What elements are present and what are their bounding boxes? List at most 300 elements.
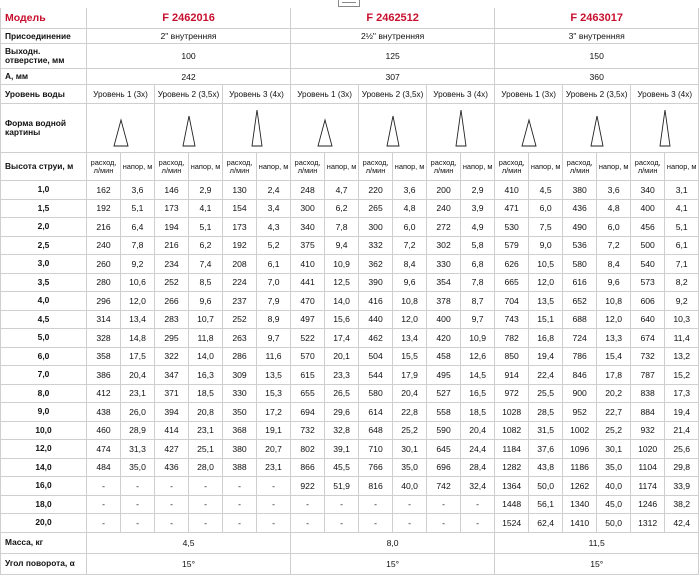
pressure-cell: 11,4	[665, 329, 699, 348]
water-shape-cell	[87, 104, 155, 153]
pressure-cell: 3,6	[121, 181, 155, 200]
table-row	[1, 329, 699, 348]
flow-cell: 922	[291, 477, 325, 496]
pressure-cell: -	[189, 477, 223, 496]
flow-cell: -	[223, 477, 257, 496]
pressure-cell: 9,6	[597, 273, 631, 292]
flow-cell: 386	[87, 366, 121, 385]
flow-cell: 240	[87, 236, 121, 255]
flow-cell: 375	[291, 236, 325, 255]
flow-cell: 280	[87, 273, 121, 292]
flow-cell: 743	[495, 310, 529, 329]
jet-height-cell: 7,0	[1, 366, 87, 385]
height-header-row	[1, 153, 699, 181]
water-cone-icon	[383, 108, 403, 148]
table-row	[1, 366, 699, 385]
pressure-cell: 17,5	[121, 347, 155, 366]
level-label: Уровень 3 (4x)	[631, 85, 699, 104]
pressure-cell: 19,1	[257, 421, 291, 440]
flow-cell: 332	[359, 236, 393, 255]
level-label: Уровень 2 (3,5x)	[563, 85, 631, 104]
water-cone-shape	[387, 116, 399, 146]
jet-height-cell: 3,5	[1, 273, 87, 292]
flow-cell: 640	[631, 310, 665, 329]
flow-cell: 1184	[495, 440, 529, 459]
flow-cell: 1524	[495, 514, 529, 533]
connection-label: Присоединение	[1, 29, 87, 44]
flow-cell: -	[223, 514, 257, 533]
level-label: Уровень 1 (3x)	[495, 85, 563, 104]
pressure-header: напор, м	[461, 153, 495, 181]
flow-header: расход, л/мин	[495, 153, 529, 181]
flow-cell: 146	[155, 181, 189, 200]
flow-cell: 846	[563, 366, 597, 385]
pressure-cell: 20,7	[257, 440, 291, 459]
jet-height-cell: 9,0	[1, 403, 87, 422]
flow-cell: 688	[563, 310, 597, 329]
flow-header: расход, л/мин	[87, 153, 121, 181]
pressure-cell: 15,6	[325, 310, 359, 329]
pressure-cell: 8,2	[665, 273, 699, 292]
water-cone-icon	[451, 108, 471, 148]
flow-cell: 802	[291, 440, 325, 459]
model-label: Модель	[1, 8, 87, 29]
table-row	[1, 403, 699, 422]
angle-label: Угол поворота, α	[1, 553, 87, 574]
pressure-cell: 10,5	[529, 255, 563, 274]
pressure-cell: 15,3	[257, 384, 291, 403]
pressure-cell: -	[121, 477, 155, 496]
water-cone-shape	[114, 120, 128, 146]
pressure-cell: 17,2	[257, 403, 291, 422]
pressure-cell: 16,8	[529, 329, 563, 348]
pressure-cell: 43,8	[529, 458, 563, 477]
water-cone-icon	[587, 108, 607, 148]
pressure-cell: 14,0	[189, 347, 223, 366]
water-cone-shape	[591, 116, 603, 146]
flow-cell: 580	[359, 384, 393, 403]
flow-cell: -	[359, 514, 393, 533]
flow-cell: 540	[631, 255, 665, 274]
table-row	[1, 384, 699, 403]
pressure-cell: 40,0	[393, 477, 427, 496]
flow-cell: 484	[87, 458, 121, 477]
flow-cell: 655	[291, 384, 325, 403]
flow-cell: 263	[223, 329, 257, 348]
pressure-cell: 30,1	[597, 440, 631, 459]
pressure-cell: 24,4	[461, 440, 495, 459]
flow-cell: 500	[631, 236, 665, 255]
connection-row	[1, 29, 699, 44]
pressure-cell: 6,4	[121, 218, 155, 237]
flow-cell: 380	[563, 181, 597, 200]
jet-height-cell: 3,0	[1, 255, 87, 274]
water-shape-cell	[359, 104, 427, 153]
a-value: 242	[87, 69, 291, 85]
water-shape-cell	[495, 104, 563, 153]
flow-header: расход, л/мин	[291, 153, 325, 181]
table-row	[1, 458, 699, 477]
pressure-cell: 7,0	[257, 273, 291, 292]
angle-row	[1, 553, 699, 574]
water-shape-cell	[563, 104, 631, 153]
flow-cell: 900	[563, 384, 597, 403]
pressure-cell: 12,0	[393, 310, 427, 329]
pressure-cell: 8,5	[189, 273, 223, 292]
flow-cell: 237	[223, 292, 257, 311]
flow-header: расход, л/мин	[427, 153, 461, 181]
pressure-cell: -	[461, 514, 495, 533]
pressure-cell: 31,3	[121, 440, 155, 459]
flow-cell: 330	[427, 255, 461, 274]
pressure-cell: 40,0	[597, 477, 631, 496]
water-cone-shape	[318, 120, 332, 146]
pressure-cell: -	[393, 514, 427, 533]
flow-cell: 436	[563, 199, 597, 218]
water-cone-icon	[315, 108, 335, 148]
flow-cell: 441	[291, 273, 325, 292]
pressure-cell: 15,4	[597, 347, 631, 366]
pressure-cell: 20,8	[189, 403, 223, 422]
pressure-cell: -	[325, 495, 359, 514]
flow-cell: 192	[223, 236, 257, 255]
flow-cell: 626	[495, 255, 529, 274]
pressure-cell: 6,0	[529, 199, 563, 218]
outlet-label: Выходн. отверстие, мм	[1, 44, 87, 69]
flow-cell: 590	[427, 421, 461, 440]
flow-cell: 570	[291, 347, 325, 366]
pressure-cell: 4,3	[257, 218, 291, 237]
pressure-cell: 13,3	[597, 329, 631, 348]
flow-cell: -	[291, 514, 325, 533]
pressure-cell: 22,7	[597, 403, 631, 422]
flow-cell: 615	[291, 366, 325, 385]
pressure-cell: 28,5	[529, 403, 563, 422]
flow-cell: 527	[427, 384, 461, 403]
jet-height-cell: 20,0	[1, 514, 87, 533]
flow-cell: 328	[87, 329, 121, 348]
flow-cell: 208	[223, 255, 257, 274]
flow-cell: 283	[155, 310, 189, 329]
connection-value: 2½" внутренняя	[291, 29, 495, 44]
flow-cell: 358	[87, 347, 121, 366]
outlet-value: 150	[495, 44, 699, 69]
flow-cell: 1174	[631, 477, 665, 496]
flow-cell: 782	[495, 329, 529, 348]
pressure-cell: -	[121, 495, 155, 514]
flow-cell: 1020	[631, 440, 665, 459]
table-row	[1, 495, 699, 514]
water-shape-cell	[291, 104, 359, 153]
jet-height-cell: 2,5	[1, 236, 87, 255]
jet-height-cell: 18,0	[1, 495, 87, 514]
flow-cell: 616	[563, 273, 597, 292]
flow-cell: 378	[427, 292, 461, 311]
pressure-cell: 3,4	[257, 199, 291, 218]
table-row	[1, 421, 699, 440]
flow-cell: 674	[631, 329, 665, 348]
pressure-cell: 17,3	[665, 384, 699, 403]
pressure-cell: 23,1	[189, 421, 223, 440]
water-cone-shape	[456, 110, 466, 146]
pressure-cell: 5,2	[257, 236, 291, 255]
flow-cell: 914	[495, 366, 529, 385]
pressure-cell: 9,2	[121, 255, 155, 274]
flow-cell: 471	[495, 199, 529, 218]
flow-cell: 1104	[631, 458, 665, 477]
pressure-cell: 8,4	[393, 255, 427, 274]
flow-cell: 838	[631, 384, 665, 403]
pressure-cell: 39,1	[325, 440, 359, 459]
pressure-cell: 23,3	[325, 366, 359, 385]
shape-label: Форма водной картины	[1, 104, 87, 153]
jet-height-cell: 1,5	[1, 199, 87, 218]
flow-cell: 173	[155, 199, 189, 218]
flow-cell: 460	[87, 421, 121, 440]
water-cone-shape	[522, 120, 536, 146]
flow-cell: 400	[631, 199, 665, 218]
table-row	[1, 255, 699, 274]
pressure-cell: 23,1	[257, 458, 291, 477]
flow-cell: 380	[223, 440, 257, 459]
pressure-header: напор, м	[189, 153, 223, 181]
flow-cell: 427	[155, 440, 189, 459]
flow-cell: -	[155, 477, 189, 496]
jet-height-cell: 4,5	[1, 310, 87, 329]
pressure-header: напор, м	[665, 153, 699, 181]
pressure-cell: 62,4	[529, 514, 563, 533]
pressure-cell: 29,8	[665, 458, 699, 477]
flow-cell: 645	[427, 440, 461, 459]
pressure-cell: 18,5	[189, 384, 223, 403]
flow-cell: 1096	[563, 440, 597, 459]
flow-cell: 272	[427, 218, 461, 237]
flow-cell: 410	[291, 255, 325, 274]
pressure-cell: 12,6	[461, 347, 495, 366]
flow-cell: 495	[427, 366, 461, 385]
water-shape-cell	[631, 104, 699, 153]
pressure-cell: 2,4	[257, 181, 291, 200]
pressure-cell: 15,2	[665, 366, 699, 385]
water-level-row	[1, 85, 699, 104]
jet-height-cell: 12,0	[1, 440, 87, 459]
pressure-cell: 6,0	[597, 218, 631, 237]
a-label: А, мм	[1, 69, 87, 85]
pressure-cell: 7,1	[665, 255, 699, 274]
pressure-cell: 19,4	[665, 403, 699, 422]
flow-cell: 474	[87, 440, 121, 459]
flow-cell: -	[155, 514, 189, 533]
flow-cell: 400	[427, 310, 461, 329]
pressure-cell: 12,0	[597, 310, 631, 329]
pressure-cell: 9,7	[257, 329, 291, 348]
pressure-cell: 2,9	[461, 181, 495, 200]
flow-cell: 704	[495, 292, 529, 311]
flow-cell: 440	[359, 310, 393, 329]
mass-value: 4,5	[87, 532, 291, 553]
flow-cell: 295	[155, 329, 189, 348]
pressure-cell: 13,4	[393, 329, 427, 348]
flow-cell: 1186	[563, 458, 597, 477]
pressure-cell: 29,6	[325, 403, 359, 422]
flow-cell: 302	[427, 236, 461, 255]
level-label: Уровень 1 (3x)	[291, 85, 359, 104]
flow-cell: 252	[155, 273, 189, 292]
pressure-cell: 25,1	[189, 440, 223, 459]
pressure-cell: 10,9	[461, 329, 495, 348]
pressure-cell: 13,2	[665, 347, 699, 366]
flow-cell: 732	[631, 347, 665, 366]
pressure-cell: 18,5	[461, 403, 495, 422]
flow-cell: -	[427, 514, 461, 533]
pressure-cell: -	[257, 477, 291, 496]
pressure-cell: 7,2	[597, 236, 631, 255]
pressure-cell: 5,1	[665, 218, 699, 237]
pressure-cell: 9,6	[393, 273, 427, 292]
pressure-cell: 20,1	[325, 347, 359, 366]
flow-cell: 162	[87, 181, 121, 200]
pressure-cell: 19,4	[529, 347, 563, 366]
pressure-cell: 38,2	[665, 495, 699, 514]
flow-cell: 420	[427, 329, 461, 348]
flow-cell: -	[359, 495, 393, 514]
water-level-label: Уровень воды	[1, 85, 87, 104]
water-cone-icon	[519, 108, 539, 148]
flow-cell: 414	[155, 421, 189, 440]
pressure-cell: 4,8	[597, 199, 631, 218]
pressure-cell: 6,1	[665, 236, 699, 255]
pressure-cell: 10,3	[665, 310, 699, 329]
flow-cell: 266	[155, 292, 189, 311]
flow-cell: 340	[631, 181, 665, 200]
pressure-cell: 10,7	[189, 310, 223, 329]
flow-cell: 390	[359, 273, 393, 292]
pressure-cell: 20,4	[461, 421, 495, 440]
model-name: F 2462016	[87, 8, 291, 29]
flow-cell: 286	[223, 347, 257, 366]
flow-cell: 394	[155, 403, 189, 422]
table-row	[1, 310, 699, 329]
table-row	[1, 199, 699, 218]
flow-cell: 522	[291, 329, 325, 348]
pressure-cell: 10,8	[393, 292, 427, 311]
flow-cell: 787	[631, 366, 665, 385]
flow-cell: 173	[223, 218, 257, 237]
flow-cell: 130	[223, 181, 257, 200]
flow-cell: 200	[427, 181, 461, 200]
flow-cell: 368	[223, 421, 257, 440]
flow-cell: 234	[155, 255, 189, 274]
mass-label: Масса, кг	[1, 532, 87, 553]
pressure-cell: 4,1	[189, 199, 223, 218]
pressure-cell: 22,8	[393, 403, 427, 422]
flow-cell: 1002	[563, 421, 597, 440]
flow-cell: 866	[291, 458, 325, 477]
jet-height-cell: 2,0	[1, 218, 87, 237]
water-shape-cell	[155, 104, 223, 153]
flow-cell: 462	[359, 329, 393, 348]
pressure-cell: 32,8	[325, 421, 359, 440]
pressure-cell: 12,0	[529, 273, 563, 292]
pressure-cell: 13,4	[121, 310, 155, 329]
a-value: 360	[495, 69, 699, 85]
flow-cell: -	[223, 495, 257, 514]
flow-cell: 732	[291, 421, 325, 440]
pressure-cell: 35,0	[597, 458, 631, 477]
flow-cell: 456	[631, 218, 665, 237]
table-row	[1, 292, 699, 311]
pressure-cell: 35,0	[121, 458, 155, 477]
table-row	[1, 514, 699, 533]
flow-cell: 497	[291, 310, 325, 329]
flow-cell: 248	[291, 181, 325, 200]
pressure-cell: -	[393, 495, 427, 514]
flow-cell: 438	[87, 403, 121, 422]
pressure-cell: 4,1	[665, 199, 699, 218]
flow-cell: 1448	[495, 495, 529, 514]
flow-cell: 347	[155, 366, 189, 385]
table-row	[1, 218, 699, 237]
pressure-cell: 26,0	[121, 403, 155, 422]
flow-cell: 300	[359, 218, 393, 237]
pressure-cell: 6,1	[257, 255, 291, 274]
flow-cell: 694	[291, 403, 325, 422]
pressure-cell: 50,0	[597, 514, 631, 533]
flow-cell: 742	[427, 477, 461, 496]
flow-cell: 558	[427, 403, 461, 422]
pressure-cell: 20,2	[597, 384, 631, 403]
flow-cell: 330	[223, 384, 257, 403]
jet-height-cell: 1,0	[1, 181, 87, 200]
pressure-cell: 15,1	[529, 310, 563, 329]
flow-cell: 544	[359, 366, 393, 385]
pressure-cell: -	[189, 514, 223, 533]
table-row	[1, 181, 699, 200]
pressure-cell: -	[257, 495, 291, 514]
flow-cell: 606	[631, 292, 665, 311]
flow-header: расход, л/мин	[155, 153, 189, 181]
pressure-cell: 28,9	[121, 421, 155, 440]
flow-header: расход, л/мин	[563, 153, 597, 181]
pressure-cell: 9,0	[529, 236, 563, 255]
flow-cell: 884	[631, 403, 665, 422]
level-label: Уровень 2 (3,5x)	[359, 85, 427, 104]
water-cone-shape	[252, 110, 262, 146]
flow-cell: 665	[495, 273, 529, 292]
jet-height-cell: 8,0	[1, 384, 87, 403]
a-value: 307	[291, 69, 495, 85]
pressure-cell: 30,1	[393, 440, 427, 459]
pressure-cell: 25,6	[665, 440, 699, 459]
flow-cell: 932	[631, 421, 665, 440]
pressure-cell: 50,0	[529, 477, 563, 496]
flow-cell: 1312	[631, 514, 665, 533]
pressure-cell: 17,8	[597, 366, 631, 385]
top-marker	[338, 0, 360, 7]
flow-cell: 436	[155, 458, 189, 477]
pressure-cell: 22,4	[529, 366, 563, 385]
pressure-cell: 14,8	[121, 329, 155, 348]
flow-cell: 1246	[631, 495, 665, 514]
pressure-cell: 5,1	[121, 199, 155, 218]
flow-cell: 952	[563, 403, 597, 422]
flow-cell: 260	[87, 255, 121, 274]
pressure-cell: 13,5	[529, 292, 563, 311]
a-dimension-row	[1, 69, 699, 85]
flow-cell: 240	[427, 199, 461, 218]
pressure-cell: 10,8	[597, 292, 631, 311]
flow-cell: 216	[155, 236, 189, 255]
